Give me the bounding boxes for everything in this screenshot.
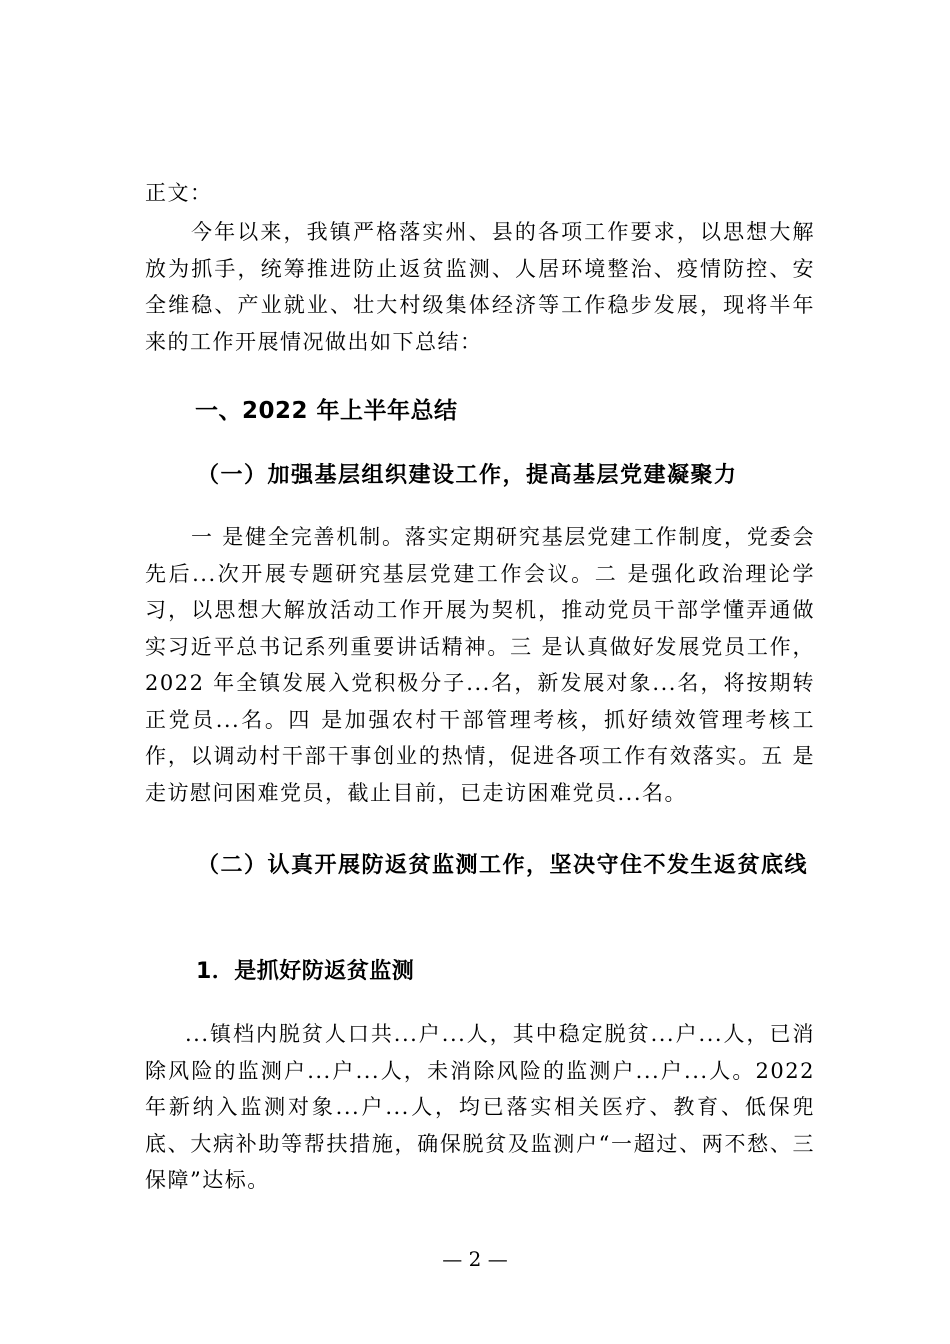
item-1-paragraph: ...镇档内脱贫人口共...户...人，其中稳定脱贫...户...人，已消除风险的监测户...户...人，未消除风险的监测户...户...人。2022 年新纳入监测对象...户...人，均已落实相关医疗、教育、低保兜底、大病补助等帮扶措施，确保脱贫及监测户“一超过、两不愁、三保障”达标。: [145, 1022, 815, 1192]
item-heading-1: 1．是抓好防返贫监测: [196, 959, 415, 984]
subsection-heading-1: （一）加强基层组织建设工作，提高基层党建凝聚力: [197, 462, 738, 488]
subsection-heading-2: （二）认真开展防返贫监测工作，坚决守住不发生返贫底线: [197, 852, 809, 878]
subsection-1-paragraph: 一 是健全完善机制。落实定期研究基层党建工作制度，党委会先后...次开展专题研究基层党建工作会议。二 是强化政治理论学习，以思想大解放活动工作开展为契机，推动党员干部学懂弄通做实习近平总书记系列重要讲话精神。三 是认真做好发展党员工作，2022 年全镇发展入党积极分子...名，新发展对象...名，将按期转正党员...名。四 是加强农村干部管理考核，抓好绩效管理考核工作，以调动村干部干事创业的热情，促进各项工作有效落实。五 是走访慰问困难党员，截止目前，已走访困难党员...名。: [145, 525, 815, 805]
section-heading-1: 一、2022 年上半年总结: [195, 398, 458, 424]
intro-paragraph: 今年以来，我镇严格落实州、县的各项工作要求，以思想大解放为抓手，统筹推进防止返贫监测、人居环境整治、疫情防控、安全维稳、产业就业、壮大村级集体经济等工作稳步发展，现将半年来的工作开展情况做出如下总结：: [145, 220, 815, 354]
body-label: 正文：: [145, 181, 213, 205]
page-number: — 2 —: [442, 1247, 508, 1271]
